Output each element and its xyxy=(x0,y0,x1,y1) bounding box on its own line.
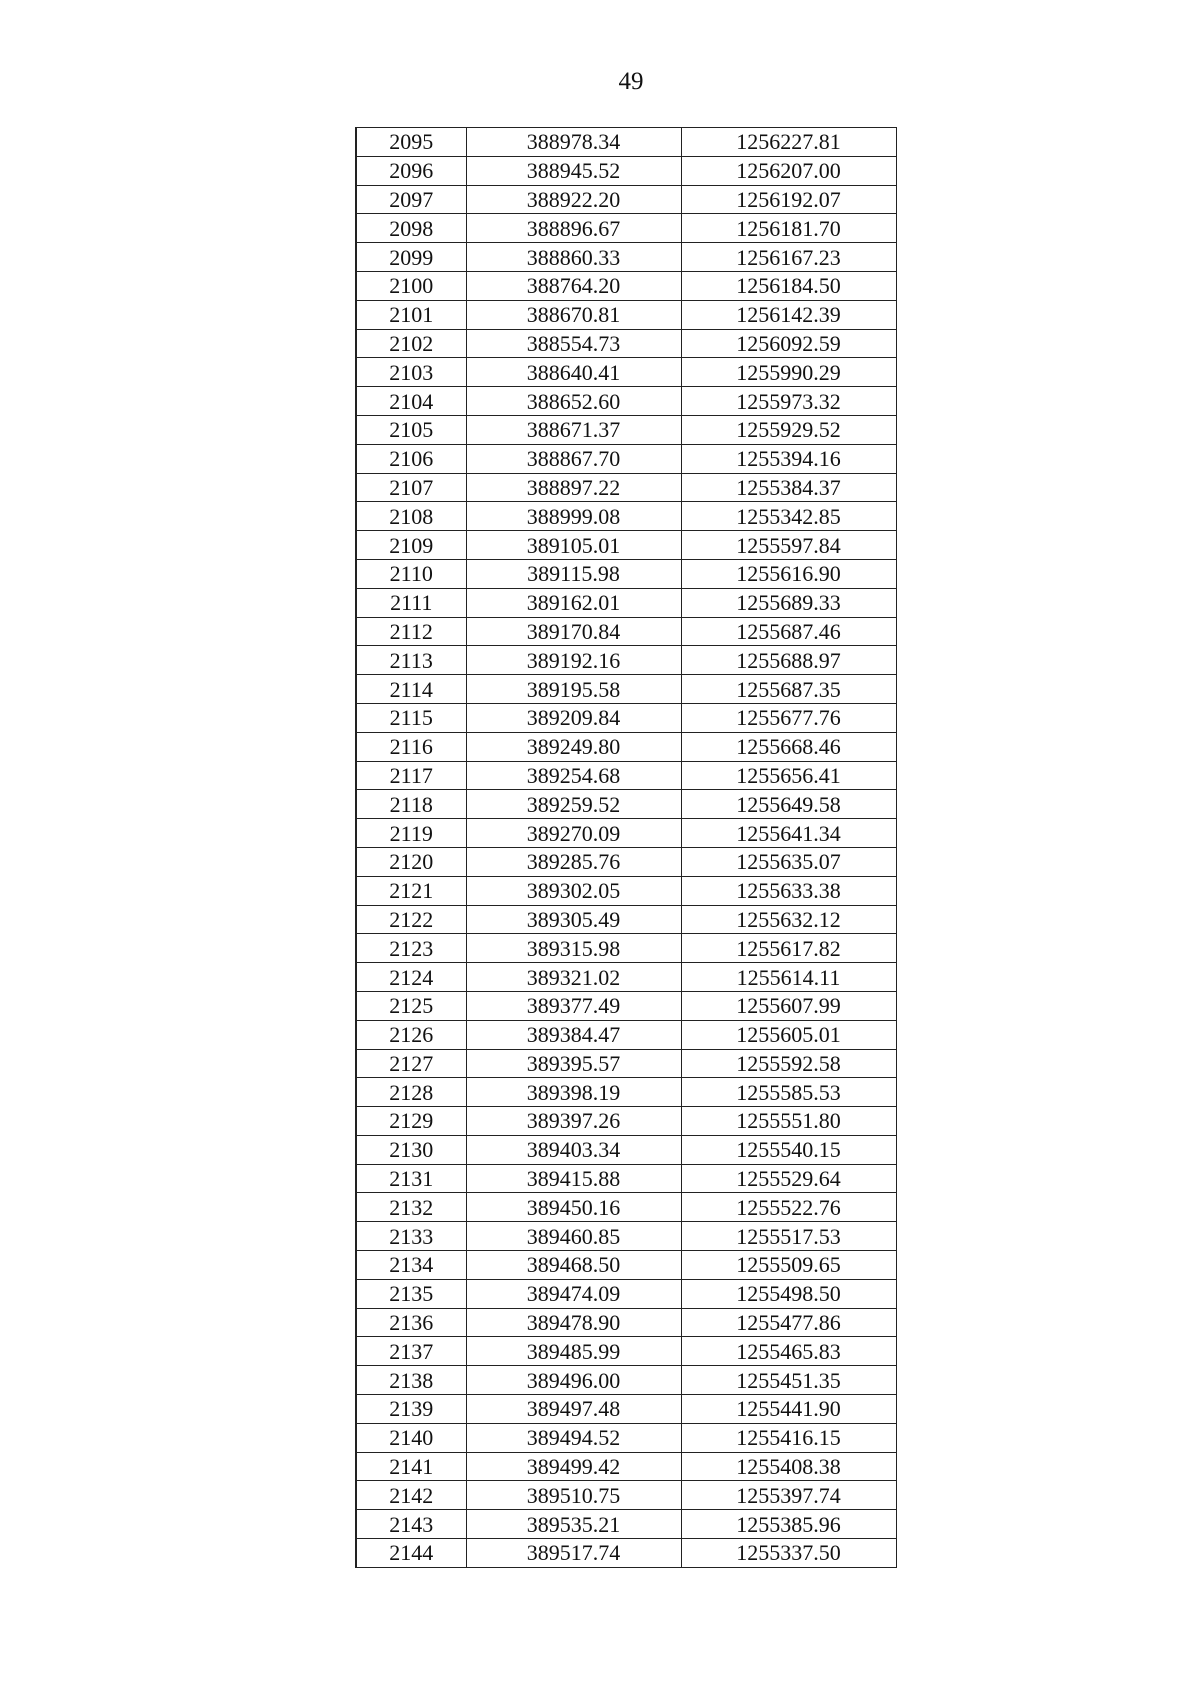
y-coordinate-cell: 1255641.34 xyxy=(681,819,896,848)
y-coordinate-cell: 1255635.07 xyxy=(681,847,896,876)
x-coordinate-cell: 389270.09 xyxy=(466,819,681,848)
point-number-cell: 2108 xyxy=(356,502,466,531)
y-coordinate-cell: 1255337.50 xyxy=(681,1539,896,1568)
point-number-cell: 2131 xyxy=(356,1164,466,1193)
point-number-cell: 2140 xyxy=(356,1423,466,1452)
table-row xyxy=(356,185,896,214)
point-number-cell: 2122 xyxy=(356,905,466,934)
y-coordinate-cell: 1255668.46 xyxy=(681,732,896,761)
table-row xyxy=(356,963,896,992)
y-coordinate-cell: 1255649.58 xyxy=(681,790,896,819)
table-row xyxy=(356,819,896,848)
x-coordinate-cell: 389162.01 xyxy=(466,588,681,617)
table-row xyxy=(356,646,896,675)
point-number-cell: 2101 xyxy=(356,300,466,329)
table-row xyxy=(356,502,896,531)
y-coordinate-cell: 1255540.15 xyxy=(681,1135,896,1164)
x-coordinate-cell: 389105.01 xyxy=(466,531,681,560)
y-coordinate-cell: 1255522.76 xyxy=(681,1193,896,1222)
y-coordinate-cell: 1255441.90 xyxy=(681,1395,896,1424)
table-row xyxy=(356,1222,896,1251)
point-number-cell: 2098 xyxy=(356,214,466,243)
x-coordinate-cell: 388999.08 xyxy=(466,502,681,531)
y-coordinate-cell: 1256184.50 xyxy=(681,271,896,300)
point-number-cell: 2106 xyxy=(356,444,466,473)
x-coordinate-cell: 388670.81 xyxy=(466,300,681,329)
x-coordinate-cell: 388978.34 xyxy=(466,128,681,157)
x-coordinate-cell: 389259.52 xyxy=(466,790,681,819)
point-number-cell: 2129 xyxy=(356,1107,466,1136)
y-coordinate-cell: 1255689.33 xyxy=(681,588,896,617)
page-number: 49 xyxy=(618,68,644,95)
y-coordinate-cell: 1255477.86 xyxy=(681,1308,896,1337)
x-coordinate-cell: 389195.58 xyxy=(466,675,681,704)
point-number-cell: 2104 xyxy=(356,387,466,416)
x-coordinate-cell: 389397.26 xyxy=(466,1107,681,1136)
x-coordinate-cell: 389415.88 xyxy=(466,1164,681,1193)
x-coordinate-cell: 389478.90 xyxy=(466,1308,681,1337)
x-coordinate-cell: 389315.98 xyxy=(466,934,681,963)
table-row xyxy=(356,790,896,819)
point-number-cell: 2141 xyxy=(356,1452,466,1481)
x-coordinate-cell: 389305.49 xyxy=(466,905,681,934)
x-coordinate-cell: 389468.50 xyxy=(466,1251,681,1280)
y-coordinate-cell: 1255687.46 xyxy=(681,617,896,646)
point-number-cell: 2100 xyxy=(356,271,466,300)
point-number-cell: 2135 xyxy=(356,1279,466,1308)
y-coordinate-cell: 1255397.74 xyxy=(681,1481,896,1510)
x-coordinate-cell: 389398.19 xyxy=(466,1078,681,1107)
x-coordinate-cell: 389517.74 xyxy=(466,1539,681,1568)
table-row xyxy=(356,473,896,502)
x-coordinate-cell: 388896.67 xyxy=(466,214,681,243)
table-row xyxy=(356,1164,896,1193)
y-coordinate-cell: 1255394.16 xyxy=(681,444,896,473)
x-coordinate-cell: 389395.57 xyxy=(466,1049,681,1078)
table-row xyxy=(356,128,896,157)
x-coordinate-cell: 389170.84 xyxy=(466,617,681,646)
point-number-cell: 2113 xyxy=(356,646,466,675)
point-number-cell: 2137 xyxy=(356,1337,466,1366)
table-row xyxy=(356,358,896,387)
point-number-cell: 2133 xyxy=(356,1222,466,1251)
point-number-cell: 2136 xyxy=(356,1308,466,1337)
table-row xyxy=(356,271,896,300)
point-number-cell: 2099 xyxy=(356,243,466,272)
point-number-cell: 2107 xyxy=(356,473,466,502)
y-coordinate-cell: 1255529.64 xyxy=(681,1164,896,1193)
point-number-cell: 2139 xyxy=(356,1395,466,1424)
point-number-cell: 2143 xyxy=(356,1510,466,1539)
point-number-cell: 2114 xyxy=(356,675,466,704)
table-row xyxy=(356,1481,896,1510)
x-coordinate-cell: 389285.76 xyxy=(466,847,681,876)
y-coordinate-cell: 1255451.35 xyxy=(681,1366,896,1395)
y-coordinate-cell: 1255384.37 xyxy=(681,473,896,502)
table-row xyxy=(356,1078,896,1107)
x-coordinate-cell: 389403.34 xyxy=(466,1135,681,1164)
point-number-cell: 2111 xyxy=(356,588,466,617)
table-row xyxy=(356,156,896,185)
point-number-cell: 2126 xyxy=(356,1020,466,1049)
y-coordinate-cell: 1255633.38 xyxy=(681,876,896,905)
y-coordinate-cell: 1256142.39 xyxy=(681,300,896,329)
y-coordinate-cell: 1255929.52 xyxy=(681,415,896,444)
x-coordinate-cell: 389474.09 xyxy=(466,1279,681,1308)
x-coordinate-cell: 388860.33 xyxy=(466,243,681,272)
x-coordinate-cell: 389460.85 xyxy=(466,1222,681,1251)
table-row xyxy=(356,1337,896,1366)
y-coordinate-cell: 1255616.90 xyxy=(681,559,896,588)
y-coordinate-cell: 1255677.76 xyxy=(681,703,896,732)
point-number-cell: 2097 xyxy=(356,185,466,214)
table-row xyxy=(356,329,896,358)
table-row xyxy=(356,1279,896,1308)
table-row xyxy=(356,1193,896,1222)
y-coordinate-cell: 1255342.85 xyxy=(681,502,896,531)
point-number-cell: 2102 xyxy=(356,329,466,358)
y-coordinate-cell: 1256192.07 xyxy=(681,185,896,214)
y-coordinate-cell: 1255592.58 xyxy=(681,1049,896,1078)
y-coordinate-cell: 1256181.70 xyxy=(681,214,896,243)
table-row xyxy=(356,1251,896,1280)
y-coordinate-cell: 1255585.53 xyxy=(681,1078,896,1107)
y-coordinate-cell: 1255509.65 xyxy=(681,1251,896,1280)
table-row xyxy=(356,732,896,761)
point-number-cell: 2116 xyxy=(356,732,466,761)
table-row xyxy=(356,703,896,732)
x-coordinate-cell: 389450.16 xyxy=(466,1193,681,1222)
x-coordinate-cell: 388945.52 xyxy=(466,156,681,185)
point-number-cell: 2130 xyxy=(356,1135,466,1164)
table-row xyxy=(356,559,896,588)
x-coordinate-cell: 388671.37 xyxy=(466,415,681,444)
x-coordinate-cell: 388897.22 xyxy=(466,473,681,502)
table-row xyxy=(356,991,896,1020)
y-coordinate-cell: 1256207.00 xyxy=(681,156,896,185)
y-coordinate-cell: 1255687.35 xyxy=(681,675,896,704)
table-row xyxy=(356,444,896,473)
y-coordinate-cell: 1255973.32 xyxy=(681,387,896,416)
point-number-cell: 2125 xyxy=(356,991,466,1020)
x-coordinate-cell: 389485.99 xyxy=(466,1337,681,1366)
table-row xyxy=(356,1366,896,1395)
x-coordinate-cell: 389497.48 xyxy=(466,1395,681,1424)
y-coordinate-cell: 1255607.99 xyxy=(681,991,896,1020)
point-number-cell: 2134 xyxy=(356,1251,466,1280)
table-row xyxy=(356,1107,896,1136)
x-coordinate-cell: 389496.00 xyxy=(466,1366,681,1395)
x-coordinate-cell: 389499.42 xyxy=(466,1452,681,1481)
x-coordinate-cell: 389254.68 xyxy=(466,761,681,790)
x-coordinate-cell: 388652.60 xyxy=(466,387,681,416)
point-number-cell: 2142 xyxy=(356,1481,466,1510)
x-coordinate-cell: 389377.49 xyxy=(466,991,681,1020)
table-row xyxy=(356,905,896,934)
x-coordinate-cell: 388922.20 xyxy=(466,185,681,214)
coordinates-table-body xyxy=(356,128,896,1568)
point-number-cell: 2117 xyxy=(356,761,466,790)
point-number-cell: 2118 xyxy=(356,790,466,819)
table-row xyxy=(356,588,896,617)
x-coordinate-cell: 388764.20 xyxy=(466,271,681,300)
y-coordinate-cell: 1255465.83 xyxy=(681,1337,896,1366)
point-number-cell: 2132 xyxy=(356,1193,466,1222)
table-row xyxy=(356,387,896,416)
table-row xyxy=(356,1020,896,1049)
point-number-cell: 2128 xyxy=(356,1078,466,1107)
table-row xyxy=(356,617,896,646)
table-row xyxy=(356,1135,896,1164)
x-coordinate-cell: 389192.16 xyxy=(466,646,681,675)
point-number-cell: 2138 xyxy=(356,1366,466,1395)
y-coordinate-cell: 1255597.84 xyxy=(681,531,896,560)
table-row xyxy=(356,415,896,444)
table-row xyxy=(356,300,896,329)
point-number-cell: 2096 xyxy=(356,156,466,185)
point-number-cell: 2110 xyxy=(356,559,466,588)
x-coordinate-cell: 389510.75 xyxy=(466,1481,681,1510)
y-coordinate-cell: 1256092.59 xyxy=(681,329,896,358)
x-coordinate-cell: 388640.41 xyxy=(466,358,681,387)
table-row xyxy=(356,1423,896,1452)
y-coordinate-cell: 1255990.29 xyxy=(681,358,896,387)
y-coordinate-cell: 1255551.80 xyxy=(681,1107,896,1136)
x-coordinate-cell: 389494.52 xyxy=(466,1423,681,1452)
table-row xyxy=(356,847,896,876)
x-coordinate-cell: 389321.02 xyxy=(466,963,681,992)
x-coordinate-cell: 388867.70 xyxy=(466,444,681,473)
table-row xyxy=(356,1539,896,1568)
table-row xyxy=(356,675,896,704)
table-row xyxy=(356,761,896,790)
table-row xyxy=(356,214,896,243)
point-number-cell: 2121 xyxy=(356,876,466,905)
y-coordinate-cell: 1255517.53 xyxy=(681,1222,896,1251)
table-row xyxy=(356,531,896,560)
x-coordinate-cell: 389384.47 xyxy=(466,1020,681,1049)
table-row xyxy=(356,1395,896,1424)
table-row xyxy=(356,243,896,272)
x-coordinate-cell: 389209.84 xyxy=(466,703,681,732)
x-coordinate-cell: 389249.80 xyxy=(466,732,681,761)
y-coordinate-cell: 1255416.15 xyxy=(681,1423,896,1452)
point-number-cell: 2112 xyxy=(356,617,466,646)
point-number-cell: 2124 xyxy=(356,963,466,992)
y-coordinate-cell: 1255605.01 xyxy=(681,1020,896,1049)
point-number-cell: 2103 xyxy=(356,358,466,387)
point-number-cell: 2119 xyxy=(356,819,466,848)
y-coordinate-cell: 1255498.50 xyxy=(681,1279,896,1308)
point-number-cell: 2127 xyxy=(356,1049,466,1078)
y-coordinate-cell: 1256167.23 xyxy=(681,243,896,272)
y-coordinate-cell: 1255614.11 xyxy=(681,963,896,992)
y-coordinate-cell: 1255632.12 xyxy=(681,905,896,934)
point-number-cell: 2123 xyxy=(356,934,466,963)
point-number-cell: 2115 xyxy=(356,703,466,732)
point-number-cell: 2109 xyxy=(356,531,466,560)
table-row xyxy=(356,1452,896,1481)
coordinates-table xyxy=(355,127,897,1568)
table-row xyxy=(356,1308,896,1337)
x-coordinate-cell: 389302.05 xyxy=(466,876,681,905)
point-number-cell: 2105 xyxy=(356,415,466,444)
y-coordinate-cell: 1256227.81 xyxy=(681,128,896,157)
x-coordinate-cell: 389115.98 xyxy=(466,559,681,588)
table-row xyxy=(356,1510,896,1539)
y-coordinate-cell: 1255688.97 xyxy=(681,646,896,675)
point-number-cell: 2120 xyxy=(356,847,466,876)
x-coordinate-cell: 388554.73 xyxy=(466,329,681,358)
table-row xyxy=(356,1049,896,1078)
point-number-cell: 2144 xyxy=(356,1539,466,1568)
point-number-cell: 2095 xyxy=(356,128,466,157)
y-coordinate-cell: 1255617.82 xyxy=(681,934,896,963)
y-coordinate-cell: 1255408.38 xyxy=(681,1452,896,1481)
table-row xyxy=(356,876,896,905)
y-coordinate-cell: 1255385.96 xyxy=(681,1510,896,1539)
table-row xyxy=(356,934,896,963)
x-coordinate-cell: 389535.21 xyxy=(466,1510,681,1539)
y-coordinate-cell: 1255656.41 xyxy=(681,761,896,790)
